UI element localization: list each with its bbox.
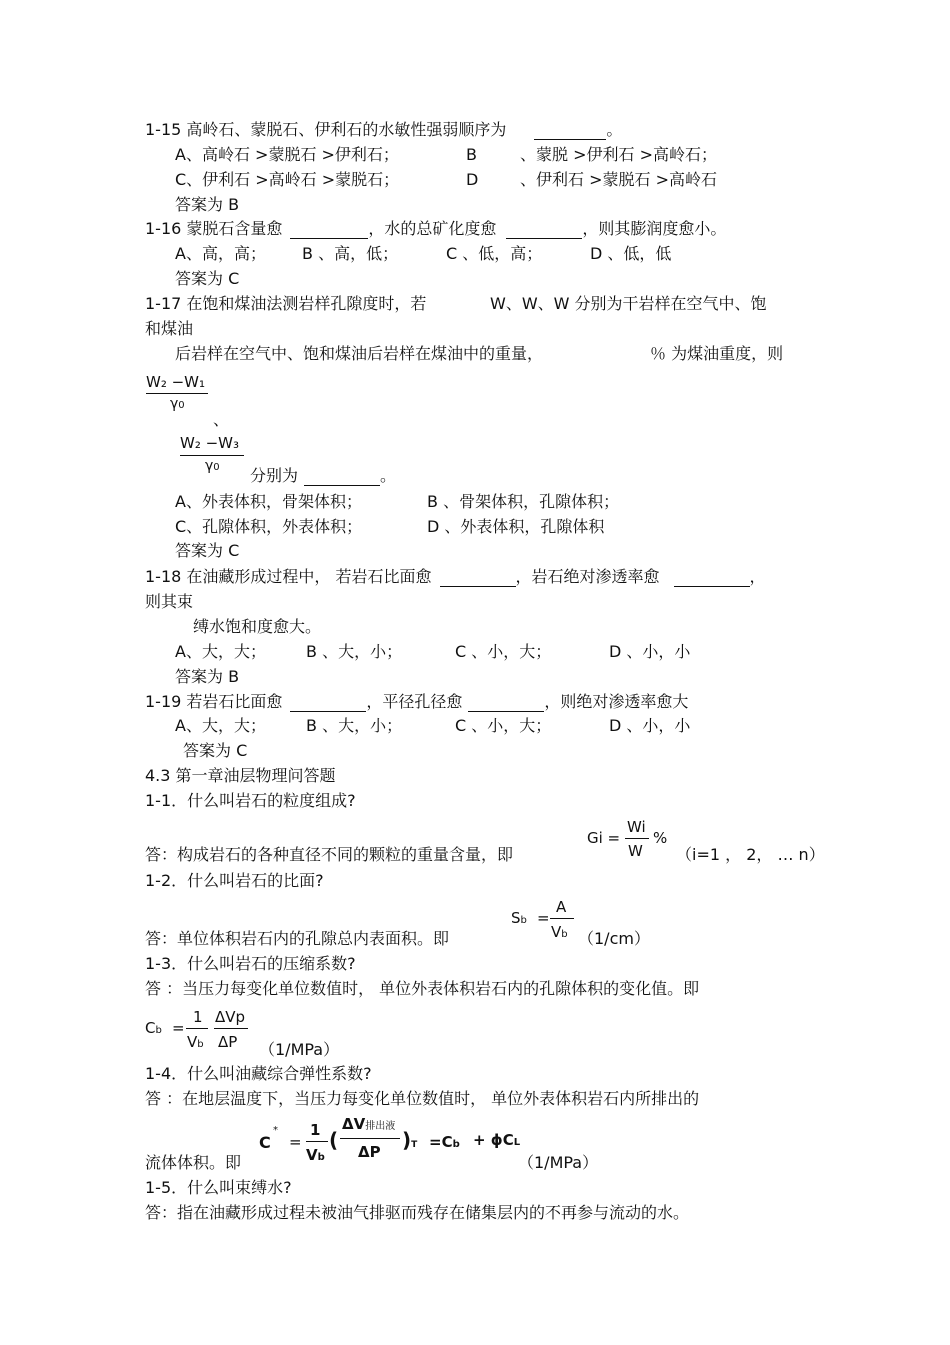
qa-question: 1-4．什么叫油藏综合弹性系数? — [145, 1064, 372, 1083]
formula-denominator: W — [628, 842, 643, 860]
option-d: D 、外表体积，孔隙体积 — [427, 517, 605, 536]
option-b-letter: B — [466, 145, 477, 164]
qa-answer: 答 ：在地层温度下，当压力每变化单位数值时， 单位外表体积岩石内所排出的 — [145, 1089, 700, 1108]
option-b: B 、骨架体积，孔隙体积； — [427, 492, 620, 511]
formula-bar — [625, 838, 649, 839]
answer-blank — [506, 222, 582, 239]
formula-unit: （1/MPa） — [518, 1153, 599, 1172]
formula-paren-close: )T — [402, 1128, 418, 1152]
formula-denominator: Vb — [306, 1146, 325, 1164]
fraction1-denominator: γ0 — [170, 396, 185, 412]
formula-denominator: ΔP — [358, 1143, 381, 1161]
qa-answer: 答 ：当压力每变化单位数值时， 单位外表体积岩石内的孔隙体积的变化值。即 — [145, 979, 700, 998]
option-a: A、外表体积，骨架体积； — [175, 492, 362, 511]
formula-bar — [306, 1141, 328, 1142]
fraction2-bar — [180, 455, 244, 456]
qa-answer: 答：指在油藏形成过程未被油气排驱而残存在储集层内的不再参与流动的水。 — [145, 1203, 690, 1222]
option-a: A、高岭石 >蒙脱石 >伊利石； — [175, 145, 399, 164]
formula-denominator: Vb — [551, 923, 568, 941]
formula-bar — [550, 918, 574, 919]
question-1-17-line1b: W、W、W 分别为干岩样在空气中、饱 — [490, 294, 767, 313]
option-d-letter: D — [466, 170, 479, 189]
formula-bar — [340, 1138, 400, 1139]
option-d: D 、小，小 — [609, 642, 691, 661]
answer-blank — [440, 570, 516, 587]
question-1-16-stem: 1-16 蒙脱石含量愈 ，水的总矿化度愈 ，则其膨润度愈小。 — [145, 219, 727, 238]
formula-star: * — [273, 1125, 278, 1136]
answer-blank — [290, 695, 366, 712]
formula-numerator: ΔVp — [215, 1008, 246, 1026]
qa-answer-continued: 流体体积。即 — [145, 1153, 242, 1172]
formula-range: （i=1 ， 2， … n） — [676, 845, 825, 864]
formula-numerator: 1 — [193, 1008, 203, 1026]
answer-line: 答案为 C — [175, 269, 240, 288]
formula-unit: （1/cm） — [578, 929, 650, 948]
formula-equals: = — [172, 1019, 185, 1037]
option-d: D 、小，小 — [609, 716, 691, 735]
question-1-17-line1a: 1-17 在饱和煤油法测岩样孔隙度时，若 — [145, 294, 427, 313]
answer-blank — [674, 570, 750, 587]
answer-line: 答案为 C — [175, 541, 240, 560]
formula-equals: = — [537, 909, 550, 927]
question-1-18-line1: 1-18 在油藏形成过程中， 若岩石比面愈 ，岩石绝对渗透率愈 ， — [145, 567, 766, 586]
formula-lhs: Gi = — [587, 829, 621, 847]
formula-plus: + ϕCL — [473, 1131, 521, 1149]
option-b: B 、大，小； — [306, 642, 403, 661]
fraction1-numerator: W₂ −W₁ — [146, 373, 206, 391]
option-c: C、孔隙体积，外表体积； — [175, 517, 363, 536]
option-c: C 、小，大； — [455, 716, 552, 735]
qa-question: 1-3．什么叫岩石的压缩系数? — [145, 954, 356, 973]
qa-question: 1-2．什么叫岩石的比面? — [145, 871, 324, 890]
answer-blank — [468, 695, 544, 712]
formula-bar — [186, 1028, 208, 1029]
formula-denominator: Vb — [187, 1033, 204, 1051]
answer-line: 答案为 C — [183, 741, 248, 760]
question-1-17-line3a: 后岩样在空气中、饱和煤油后岩样在煤油中的重量， — [175, 344, 544, 363]
formula-numerator: 1 — [310, 1121, 321, 1139]
answer-line: 答案为 B — [175, 195, 240, 214]
formula-percent: % — [653, 829, 668, 847]
answer-blank — [534, 123, 606, 140]
question-1-19-stem: 1-19 若岩石比面愈 ，平径孔径愈 ，则绝对渗透率愈大 — [145, 692, 689, 711]
option-c: C 、小，大； — [455, 642, 552, 661]
formula-lhs: Cb — [145, 1019, 162, 1037]
section-heading: 4.3 第一章油层物理问答题 — [145, 766, 336, 785]
formula-paren-open: ( — [329, 1128, 339, 1152]
formula-unit: （1/MPa） — [259, 1040, 340, 1059]
fraction2-numerator: W₂ −W₃ — [180, 434, 240, 452]
formula-equals: = — [289, 1133, 302, 1151]
option-b: B 、高，低； — [302, 244, 399, 263]
question-1-18-line2: 则其束 — [145, 592, 194, 611]
fraction2-denominator: γ0 — [205, 458, 220, 474]
formula-numerator: ΔV排出液 — [342, 1115, 396, 1133]
formula-numerator: Wi — [627, 818, 646, 836]
question-1-17-response: 分别为 。 — [250, 466, 397, 485]
option-b: B 、大，小； — [306, 716, 403, 735]
option-d: 、伊利石 >蒙脱石 >高岭石 — [520, 170, 717, 189]
formula-bar — [214, 1028, 248, 1029]
formula-lhs: Sb — [511, 909, 527, 927]
question-1-17-line3b: ％ 为煤油重度，则 — [650, 344, 784, 363]
option-b: 、蒙脱 >伊利石 >高岭石； — [520, 145, 717, 164]
answer-line: 答案为 B — [175, 667, 240, 686]
formula-rhs: =Cb — [429, 1133, 460, 1151]
option-c: C、伊利石 >高岭石 >蒙脱石； — [175, 170, 400, 189]
separator: 、 — [213, 410, 230, 429]
answer-blank — [290, 222, 368, 239]
formula-lhs: C — [259, 1133, 271, 1152]
fraction1-bar — [146, 393, 208, 394]
option-a: A、大，大； — [175, 642, 266, 661]
question-1-15-stem: 1-15 高岭石、蒙脱石、伊利石的水敏性强弱顺序为 。 — [145, 120, 623, 139]
qa-answer: 答：构成岩石的各种直径不同的颗粒的重量含量，即 — [145, 845, 514, 864]
question-1-17-line2: 和煤油 — [145, 319, 194, 338]
formula-numerator: A — [556, 898, 567, 916]
option-d: D 、低，低 — [590, 244, 672, 263]
option-c: C 、低，高； — [446, 244, 543, 263]
qa-question: 1-5．什么叫束缚水? — [145, 1178, 292, 1197]
qa-answer: 答：单位体积岩石内的孔隙总内表面积。即 — [145, 929, 450, 948]
option-a: A、高，高； — [175, 244, 266, 263]
formula-denominator: ΔP — [218, 1033, 238, 1051]
question-1-18-line3: 缚水饱和度愈大。 — [193, 617, 322, 636]
option-a: A、大，大； — [175, 716, 266, 735]
answer-blank — [304, 469, 380, 486]
qa-question: 1-1．什么叫岩石的粒度组成? — [145, 791, 356, 810]
